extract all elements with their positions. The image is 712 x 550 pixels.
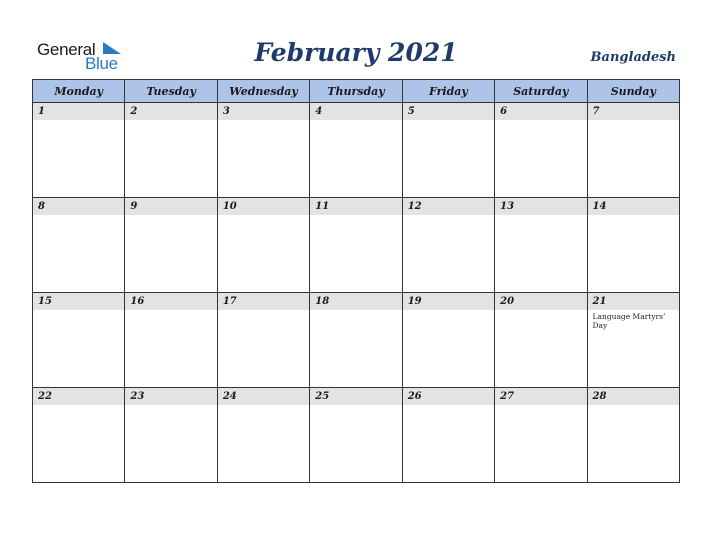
day-cell [125,103,217,198]
calendar-grid [32,79,680,483]
week-row [33,198,680,293]
day-number: 12 [403,198,494,215]
day-cell [33,293,125,388]
day-number: 28 [588,388,679,405]
weekday-header: Saturday [495,80,587,103]
day-number: 2 [125,103,216,120]
day-number: 23 [125,388,216,405]
day-cell [217,103,309,198]
day-number: 1 [33,103,124,120]
day-cell [495,388,587,483]
weekday-header: Thursday [310,80,402,103]
day-number: 21 [588,293,679,310]
day-cell [310,293,402,388]
day-cell [125,388,217,483]
day-number: 26 [403,388,494,405]
day-number: 18 [310,293,401,310]
day-cell [33,388,125,483]
day-cell [33,103,125,198]
day-cell [33,198,125,293]
day-number: 15 [33,293,124,310]
weekday-header: Wednesday [217,80,309,103]
day-number: 22 [33,388,124,405]
weekday-header: Friday [402,80,494,103]
day-number: 14 [588,198,679,215]
holiday-event: Language Martyrs’ Day [592,312,666,330]
day-cell [402,388,494,483]
day-cell [310,198,402,293]
day-cell [402,103,494,198]
day-cell [587,388,679,483]
day-number: 25 [310,388,401,405]
day-number: 9 [125,198,216,215]
country-label: Bangladesh [590,50,676,65]
day-number: 11 [310,198,401,215]
weekday-header: Tuesday [125,80,217,103]
day-number: 4 [310,103,401,120]
day-number: 8 [33,198,124,215]
calendar-title: February 2021 [254,38,458,67]
day-cell [217,198,309,293]
day-cell [495,103,587,198]
day-cell [587,198,679,293]
day-number: 19 [403,293,494,310]
day-cell [310,103,402,198]
weekday-header-row [33,80,680,103]
day-cell [310,388,402,483]
day-number: 27 [495,388,586,405]
day-cell [587,103,679,198]
day-number: 6 [495,103,586,120]
logo-text-general: General [37,40,96,59]
week-row [33,388,680,483]
day-cell [125,293,217,388]
day-number: 13 [495,198,586,215]
day-number: 20 [495,293,586,310]
day-cell [495,198,587,293]
day-cell [495,293,587,388]
day-cell [402,198,494,293]
day-number: 3 [218,103,309,120]
weekday-header: Monday [33,80,125,103]
logo-text-blue: Blue [85,54,118,73]
day-number: 17 [218,293,309,310]
week-row [33,293,680,388]
day-number: 16 [125,293,216,310]
day-cell [217,388,309,483]
week-row [33,103,680,198]
day-number: 10 [218,198,309,215]
day-number: 5 [403,103,494,120]
day-cell [125,198,217,293]
day-cell [402,293,494,388]
day-cell [217,293,309,388]
day-number: 7 [588,103,679,120]
day-number: 24 [218,388,309,405]
weekday-header: Sunday [587,80,679,103]
day-cell [587,293,679,388]
